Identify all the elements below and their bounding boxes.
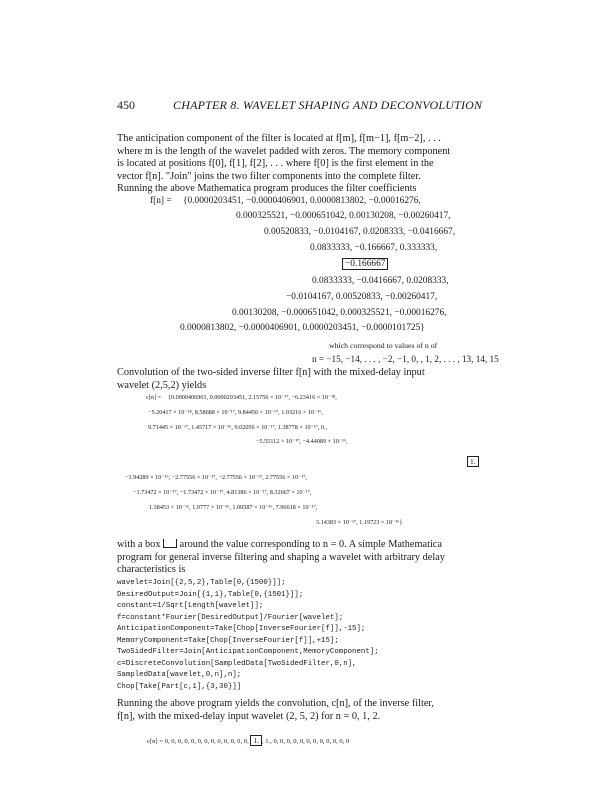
equation-line: −5.55112 × 10⁻¹⁷, −4.44089 × 10⁻¹⁶, (256, 438, 348, 445)
final-convolution-equation (147, 736, 349, 745)
text-line: is located at positions f[0], f[1], f[2], . . . where f[0] is the first element in the (117, 158, 434, 170)
text-line: Running the above program yields the convolution, c[n], of the inverse filter, (117, 698, 434, 709)
box-symbol-icon (163, 539, 177, 548)
text-line: characteristics is (117, 564, 186, 576)
equation-lhs: c[n] = (146, 394, 161, 401)
equation-line: 0.0833333, −0.166667, 0.333333, (310, 243, 438, 253)
boxed-center-value: 1. (467, 456, 479, 467)
code-line: f=constant*Fourier[DesiredOutput]/Fourier[wavelet]; (117, 613, 344, 622)
convolution-equation (0, 394, 612, 534)
text-line: Running the above Mathematica program produces the filter coefficients (117, 183, 417, 195)
equation-line: 3.14383 × 10⁻¹⁷, 1.19723 × 10⁻¹⁶} (316, 519, 403, 526)
equation-line: 0.00520833, −0.0104167, 0.0208333, −0.0416667, (264, 227, 456, 237)
text-line: where m is the length of the wavelet padded with zeros. The memory component (117, 145, 451, 157)
paragraph-result (117, 698, 497, 723)
filter-equation-tail (0, 308, 612, 338)
note-n-values: which correspond to values of n of (329, 341, 438, 350)
text-fragment: with a box (117, 539, 161, 550)
code-line: Chop[Take[Part[c,1],{3,30}]] (117, 682, 242, 691)
equation-line: 0.0000813802, −0.0000406901, 0.0000203451, −0.0000101725} (180, 323, 425, 333)
text-line: f[n], with the mixed-delay input wavelet (2, 5, 2) for n = 0, 1, 2. (117, 710, 381, 722)
equation-line: 1.38453 × 10⁻¹⁶, 1.0777 × 10⁻¹⁶, 1.00587 × 10⁻¹⁶, 7.96618 × 10⁻¹⁷, (149, 504, 318, 511)
text-line: The anticipation component of the filter is located at f[m], f[m−1], f[m−2], . . . (117, 133, 441, 144)
mathematica-code-block (117, 578, 379, 693)
text-fragment: around the value corresponding to n = 0. A simple Mathematica (179, 539, 442, 550)
equation-line: −0.0104167, 0.00520833, −0.00260417, (286, 292, 438, 302)
equation-line: −1.94289 × 10⁻¹⁶, −2.77556 × 10⁻¹⁷, −2.77556 × 10⁻¹⁷, 2.77556 × 10⁻¹⁷, (125, 474, 307, 481)
boxed-center-value: −0.166667 (342, 258, 388, 270)
text-line: program for general inverse filtering and shaping a wavelet with arbitrary delay (117, 551, 445, 563)
n-range: n = −15, −14, . . . , −2, −1, 0, , 1, 2, . . . , 13, 14, 15 (312, 354, 499, 364)
equation-lhs: c[n] = (147, 738, 163, 745)
equation-values: 0, 0, 0, 0, 0, 0, 0, 0, 0, 0, 0, 0, 0, (164, 738, 249, 745)
equation-line: 0.0833333, −0.0416667, 0.0208333, (312, 276, 449, 286)
code-line: constant=1/Sqrt[Length[wavelet]]; (117, 602, 264, 610)
code-line: wavelet=Join[{2,5,2},Table[0,{1500}]]; (117, 579, 286, 587)
equation-line: 9.71445 × 10⁻¹⁷, 1.45717 × 10⁻¹⁶, 9.02056 × 10⁻¹⁷, 1.38778 × 10⁻¹⁷, 0., (148, 424, 328, 431)
text-line: vector f[n]. "Join" joins the two filter components into the complete filter. (117, 170, 421, 182)
boxed-center-value: 1. (250, 735, 262, 746)
equation-lhs: f[n] = (150, 196, 172, 206)
equation-line: 0.00130208, −0.000651042, 0.000325521, −0.00016276, (232, 308, 447, 318)
text-line: Convolution of the two-sided inverse filter f[n] with the mixed-delay input (117, 367, 425, 378)
filter-equation (0, 196, 612, 316)
equation-line: {0.0000406901, 0.0000203451, 2.15756 × 10⁻¹⁷, −6.23416 × 10⁻¹⁸, (168, 394, 337, 401)
text-line: wavelet (2,5,2) yields (117, 379, 207, 391)
text-line (117, 539, 497, 552)
equation-line: {0.0000203451, −0.0000406901, 0.0000813802, −0.00016276, (183, 196, 421, 206)
code-line: TwoSidedFilter=Join[AnticipationComponent,MemoryComponent]; (117, 648, 379, 656)
code-line: MemoryComponent=Take[Chop[InverseFourier[f]],+15]; (117, 636, 339, 645)
equation-values: , 1., 0, 0, 0, 0, 0, 0, 0, 0, 0, 0, 0, 0 (261, 738, 350, 745)
equation-line: −5.20417 × 10⁻¹⁸, 8.58688 × 10⁻¹⁷, 9.84456 × 10⁻¹⁷, 1.03216 × 10⁻¹⁶, (148, 409, 323, 416)
code-line: DesiredOutput=Join[{1,1},Table[0,{1501}]]; (117, 590, 304, 599)
code-line: SampledData[wavelet,0,n],n]; (117, 671, 242, 679)
equation-line: 0.000325521, −0.000651042, 0.00130208, −0.00260417, (236, 211, 451, 221)
page-number: 450 (117, 98, 135, 112)
equation-line: −1.73472 × 10⁻¹⁷, −1.73472 × 10⁻¹⁷, 4.81386 × 10⁻¹⁷, 8.32667 × 10⁻¹⁷, (133, 489, 312, 496)
paragraph-anticipation (117, 133, 497, 196)
chapter-title: CHAPTER 8. WAVELET SHAPING AND DECONVOLUTION (173, 98, 483, 112)
code-line: c=DiscreteConvolution[SampledData[TwoSidedFilter,0,n], (117, 659, 357, 668)
code-line: AnticipationComponent=Take[Chop[InverseFourier[f]],-15]; (117, 625, 366, 633)
paragraph-program-intro (117, 539, 497, 577)
paragraph-convolution (117, 367, 497, 392)
